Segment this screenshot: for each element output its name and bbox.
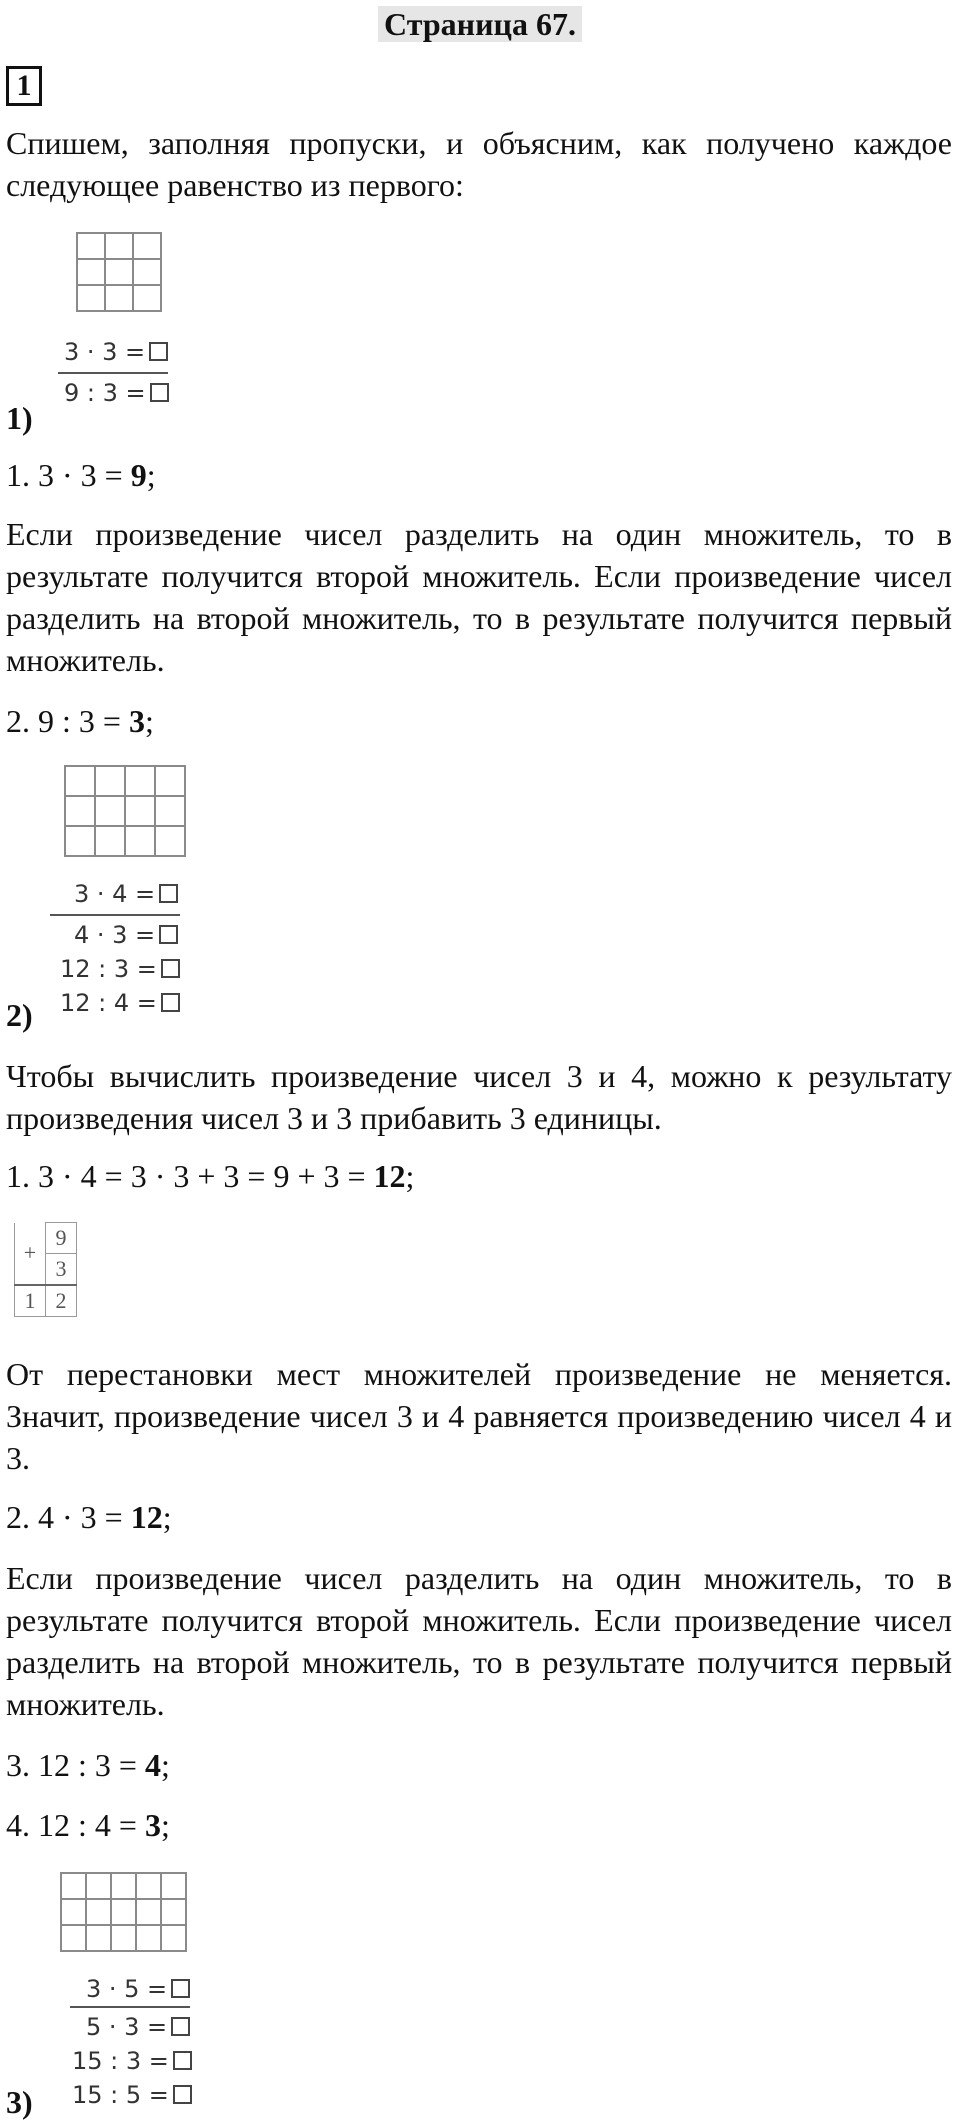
explanation: Если произведение чисел разделить на один множитель, то в результате получится второй множитель. Если произведение чисел разделить на второй множитель, то в результате получится первый множитель. [6,516,952,678]
part-label-3: 3) [6,2084,33,2120]
answer-line: 1. 3 · 4 = 3 · 3 + 3 = 9 + 3 = 12; [6,1158,415,1194]
answer-line: 2. 4 · 3 = 12; [6,1499,172,1535]
blank-square-icon [159,884,178,903]
equation-1: 3 · 5 = [86,1974,190,2004]
equation-2: 4 · 3 = [74,920,178,950]
divider-line [58,372,168,374]
equation-1: 3 · 3 = [64,337,168,367]
blank-square-icon [171,1979,190,1998]
plus-sign: + [15,1223,46,1286]
blank-square-icon [159,925,178,944]
blank-square-icon [161,959,180,978]
answer-line: 3. 12 : 3 = 4; [6,1747,170,1783]
equation-4: 15 : 5 = [72,2080,192,2110]
blank-square-icon [171,2017,190,2036]
equation-4: 12 : 4 = [60,988,180,1018]
task-intro: Спишем, заполняя пропуски, и объясним, как получено каждое следующее равенство из первого: [6,125,952,203]
blank-square-icon [173,2051,192,2070]
answer-line: 4. 12 : 4 = 3; [6,1807,170,1843]
column-addition [14,1222,77,1317]
equation-3: 12 : 3 = [60,954,180,984]
grid-3x4 [64,765,186,857]
grid-3x5 [60,1872,187,1952]
blank-square-icon [173,2085,192,2104]
explanation: Чтобы вычислить произведение чисел 3 и 4, можно к результату произведения чисел 3 и 3 прибавить 3 единицы. [6,1058,952,1136]
part-label-1: 1) [6,400,33,436]
blank-square-icon [150,383,169,402]
page-title: Страница 67. [0,4,960,44]
task-number-box: 1 [6,66,42,106]
explanation: От перестановки мест множителей произведение не меняется. Значит, произведение чисел 3 и 4 равняется произведению чисел 4 и 3. [6,1356,952,1476]
addend-top: 9 [46,1223,77,1254]
grid-3x3 [76,232,162,312]
equation-3: 15 : 3 = [72,2046,192,2076]
sum-digit: 1 [15,1285,46,1317]
answer-line: 2. 9 : 3 = 3; [6,703,154,739]
blank-square-icon [149,342,168,361]
divider-line [70,2006,190,2008]
part-label-2: 2) [6,997,33,1033]
answer-line: 1. 3 · 3 = 9; [6,457,156,493]
equation-2: 9 : 3 = [64,378,169,408]
sum-digit: 2 [46,1285,77,1317]
divider-line [50,914,180,916]
equation-1: 3 · 4 = [74,879,178,909]
blank-square-icon [161,993,180,1012]
explanation: Если произведение чисел разделить на один множитель, то в результате получится второй множитель. Если произведение чисел разделить на второй множитель, то в результате получится первый множитель. [6,1560,952,1722]
addend-bottom: 3 [46,1254,77,1286]
equation-2: 5 · 3 = [86,2012,190,2042]
